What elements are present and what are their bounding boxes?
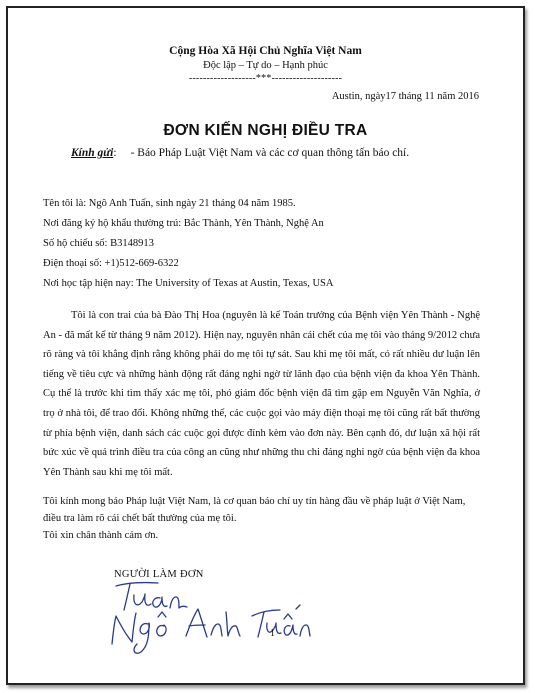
- signer-title: NGƯỜI LÀM ĐƠN: [114, 569, 204, 580]
- info-name: Tên tôi là: Ngô Anh Tuấn, sinh ngày 21 tháng 04 năm 1985.: [43, 198, 296, 209]
- closing-line: Tôi kính mong báo Pháp luật Việt Nam, là cơ quan báo chí uy tín hàng đầu về pháp luật ở Việt Nam,: [43, 496, 466, 507]
- info-residence: Nơi đăng ký hộ khẩu thường trú: Bắc Thành, Yên Thành, Nghệ An: [43, 218, 324, 229]
- handwritten-signature: [8, 8, 523, 683]
- page-number: 1: [270, 628, 275, 639]
- header-divider: -------------------***--------------------: [188, 73, 343, 84]
- info-phone: Điện thoại số: +1)512-669-6322: [43, 258, 179, 269]
- recipient-label: Kính gửi: [71, 147, 114, 159]
- document-page: [6, 6, 525, 685]
- place-date: Austin, ngày17 tháng 11 năm 2016: [331, 91, 479, 102]
- recipient-text: - Báo Pháp Luật Việt Nam và các cơ quan thông tấn báo chí.: [130, 147, 410, 159]
- closing-line: điều tra làm rõ cái chết bất thường của mẹ tôi.: [43, 513, 237, 524]
- closing-line: Tôi xin chân thành cảm ơn.: [43, 530, 159, 541]
- body-paragraph: Tôi là con trai của bà Đào Thị Hoa (nguyên là kế Toán trưởng của Bệnh viện Yên Thành - Nghệ An - đã mất kể từ tháng 9 năm 2012). Hiện nay, nguyên nhân cái chết của mẹ tôi vào tháng 9/2012 chưa rõ ràng và tôi khẳng định rằng không phải do mẹ tôi tự sát. Sau khi mẹ tôi mất, có rất nhiều dư luận lên tiếng về tiêu cực và những hành động rất đáng nghi ngờ từ lãnh đạo của bệnh viện đa khoa Yên Thành. Cụ thể là trước khi tìm thấy xác mẹ tôi, phó giám đốc bệnh viện đã tìm gặp em Nguyễn Văn Nghĩa, ở trọ ở nhà tôi, để trao đổi. Không những thế, các cuộc gọi vào máy điện thoại mẹ tôi cũng rất bất thường từ phía bệnh viện, danh sách các cuộc gọi được đính kèm vào đơn này. Bên cạnh đó, dư luận xã hội rất bức xúc về quá trình điều tra của công an cũng như những thu chi đáng nghi ngờ của bệnh viện đa khoa Yên Thành sau khi mẹ tôi mất.: [43, 310, 480, 478]
- info-passport: Số hộ chiếu số: B3148913: [43, 238, 154, 249]
- national-motto: Độc lập – Tự do – Hạnh phúc: [203, 60, 328, 71]
- document-title: ĐƠN KIẾN NGHỊ ĐIỀU TRA: [163, 122, 368, 139]
- recipient-colon: :: [113, 147, 117, 159]
- national-title: Cộng Hòa Xã Hội Chủ Nghĩa Việt Nam: [169, 45, 362, 57]
- info-study-place: Nơi học tập hiện nay: The University of Texas at Austin, Texas, USA: [43, 278, 334, 289]
